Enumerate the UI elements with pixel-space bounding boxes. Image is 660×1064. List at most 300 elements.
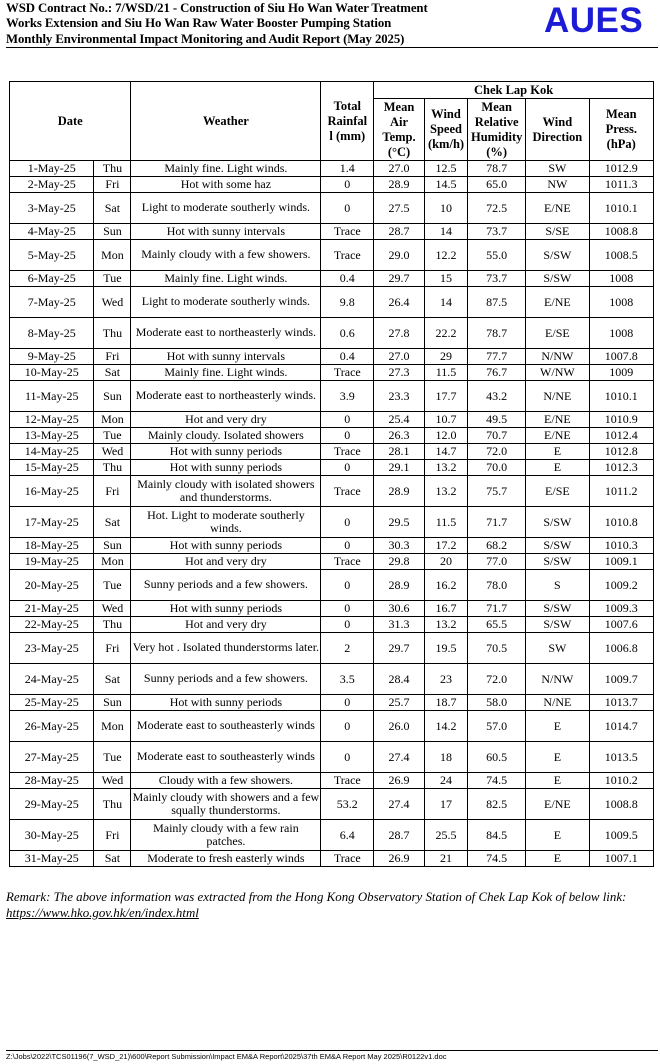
- document-header: [6, 1, 546, 47]
- temp-cell: 28.1: [374, 444, 425, 460]
- pressure-cell: 1007.6: [589, 617, 653, 633]
- wind-direction-cell: E: [526, 820, 589, 851]
- table-row: [10, 554, 654, 570]
- weather-cell: Hot with sunny intervals: [131, 224, 321, 240]
- temp-cell: 28.4: [374, 664, 425, 695]
- humidity-cell: 77.7: [468, 349, 526, 365]
- date-cell: 11-May-25: [10, 381, 94, 412]
- wind-speed-cell: 11.5: [424, 365, 467, 381]
- day-cell: Fri: [94, 177, 131, 193]
- date-cell: 23-May-25: [10, 633, 94, 664]
- wind-direction-cell: E: [526, 460, 589, 476]
- wind-speed-cell: 22.2: [424, 318, 467, 349]
- rainfall-cell: 53.2: [321, 789, 374, 820]
- date-cell: 13-May-25: [10, 428, 94, 444]
- humidity-cell: 84.5: [468, 820, 526, 851]
- weather-cell: Mainly cloudy with isolated showers and thunderstorms.: [131, 476, 321, 507]
- table-row: [10, 271, 654, 287]
- table-row: [10, 773, 654, 789]
- humidity-cell: 78.0: [468, 570, 526, 601]
- pressure-cell: 1010.8: [589, 507, 653, 538]
- wind-direction-cell: E/SE: [526, 476, 589, 507]
- rainfall-cell: 0: [321, 507, 374, 538]
- date-cell: 1-May-25: [10, 161, 94, 177]
- wind-direction-cell: S/SW: [526, 240, 589, 271]
- humidity-cell: 78.7: [468, 161, 526, 177]
- wind-speed-cell: 19.5: [424, 633, 467, 664]
- table-row: [10, 851, 654, 867]
- wind-direction-cell: S/SE: [526, 224, 589, 240]
- col-wind-speed-header: Wind Speed (km/h): [424, 99, 467, 161]
- table-row: [10, 507, 654, 538]
- date-cell: 17-May-25: [10, 507, 94, 538]
- temp-cell: 28.9: [374, 476, 425, 507]
- wind-speed-cell: 14: [424, 224, 467, 240]
- date-cell: 5-May-25: [10, 240, 94, 271]
- day-cell: Sat: [94, 365, 131, 381]
- date-cell: 6-May-25: [10, 271, 94, 287]
- weather-cell: Hot and very dry: [131, 412, 321, 428]
- temp-cell: 29.7: [374, 271, 425, 287]
- date-cell: 27-May-25: [10, 742, 94, 773]
- date-cell: 14-May-25: [10, 444, 94, 460]
- wind-direction-cell: S/SW: [526, 271, 589, 287]
- wind-direction-cell: S/SW: [526, 538, 589, 554]
- date-cell: 19-May-25: [10, 554, 94, 570]
- rainfall-cell: 0: [321, 412, 374, 428]
- pressure-cell: 1012.3: [589, 460, 653, 476]
- date-cell: 3-May-25: [10, 193, 94, 224]
- date-cell: 22-May-25: [10, 617, 94, 633]
- wind-speed-cell: 20: [424, 554, 467, 570]
- rainfall-cell: 6.4: [321, 820, 374, 851]
- wind-direction-cell: E/NE: [526, 428, 589, 444]
- table-row: [10, 742, 654, 773]
- wind-direction-cell: S/SW: [526, 601, 589, 617]
- wind-speed-cell: 29: [424, 349, 467, 365]
- table-row: [10, 711, 654, 742]
- pressure-cell: 1009.5: [589, 820, 653, 851]
- wind-direction-cell: S/SW: [526, 617, 589, 633]
- wind-speed-cell: 12.2: [424, 240, 467, 271]
- day-cell: Tue: [94, 428, 131, 444]
- footer-rule: [6, 1050, 658, 1051]
- humidity-cell: 70.7: [468, 428, 526, 444]
- humidity-cell: 65.5: [468, 617, 526, 633]
- pressure-cell: 1010.2: [589, 773, 653, 789]
- temp-cell: 26.9: [374, 851, 425, 867]
- weather-cell: Mainly fine. Light winds.: [131, 365, 321, 381]
- weather-cell: Mainly cloudy with showers and a few squally thunderstorms.: [131, 789, 321, 820]
- table-row: [10, 349, 654, 365]
- table-row: [10, 161, 654, 177]
- pressure-cell: 1009.2: [589, 570, 653, 601]
- weather-cell: Mainly fine. Light winds.: [131, 161, 321, 177]
- day-cell: Sun: [94, 695, 131, 711]
- day-cell: Sun: [94, 538, 131, 554]
- table-row: [10, 633, 654, 664]
- weather-cell: Hot and very dry: [131, 617, 321, 633]
- day-cell: Thu: [94, 460, 131, 476]
- humidity-cell: 87.5: [468, 287, 526, 318]
- day-cell: Wed: [94, 444, 131, 460]
- rainfall-cell: 0.4: [321, 349, 374, 365]
- rainfall-cell: 0.6: [321, 318, 374, 349]
- temp-cell: 28.9: [374, 570, 425, 601]
- wind-direction-cell: S/SW: [526, 507, 589, 538]
- pressure-cell: 1007.8: [589, 349, 653, 365]
- wind-speed-cell: 14.7: [424, 444, 467, 460]
- wind-speed-cell: 18.7: [424, 695, 467, 711]
- wind-speed-cell: 11.5: [424, 507, 467, 538]
- temp-cell: 29.5: [374, 507, 425, 538]
- day-cell: Mon: [94, 711, 131, 742]
- day-cell: Thu: [94, 617, 131, 633]
- wind-speed-cell: 13.2: [424, 476, 467, 507]
- wind-speed-cell: 13.2: [424, 617, 467, 633]
- wind-direction-cell: E/SE: [526, 318, 589, 349]
- header-line-1: WSD Contract No.: 7/WSD/21 - Construction of Siu Ho Wan Water Treatment: [6, 1, 428, 15]
- table-row: [10, 318, 654, 349]
- date-cell: 2-May-25: [10, 177, 94, 193]
- temp-cell: 27.0: [374, 161, 425, 177]
- pressure-cell: 1008: [589, 318, 653, 349]
- table-row: [10, 365, 654, 381]
- day-cell: Mon: [94, 554, 131, 570]
- rainfall-cell: 0: [321, 617, 374, 633]
- wind-speed-cell: 16.7: [424, 601, 467, 617]
- table-row: [10, 224, 654, 240]
- weather-cell: Light to moderate southerly winds.: [131, 193, 321, 224]
- pressure-cell: 1007.1: [589, 851, 653, 867]
- date-cell: 9-May-25: [10, 349, 94, 365]
- wind-direction-cell: N/NW: [526, 349, 589, 365]
- temp-cell: 26.3: [374, 428, 425, 444]
- pressure-cell: 1010.3: [589, 538, 653, 554]
- remark-text: Remark: The above information was extracted from the Hong Kong Observatory Station of Chek Lap Kok of below link:: [6, 890, 627, 904]
- weather-cell: Light to moderate southerly winds.: [131, 287, 321, 318]
- wind-direction-cell: E: [526, 851, 589, 867]
- temp-cell: 28.7: [374, 224, 425, 240]
- rainfall-cell: Trace: [321, 773, 374, 789]
- humidity-cell: 60.5: [468, 742, 526, 773]
- rainfall-cell: 1.4: [321, 161, 374, 177]
- wind-speed-cell: 10.7: [424, 412, 467, 428]
- col-rainfall-header: Total Rainfal l (mm): [321, 82, 374, 161]
- header-rule: [6, 47, 658, 48]
- table-row: [10, 428, 654, 444]
- humidity-cell: 74.5: [468, 773, 526, 789]
- rainfall-cell: 0: [321, 177, 374, 193]
- humidity-cell: 70.0: [468, 460, 526, 476]
- temp-cell: 26.4: [374, 287, 425, 318]
- pressure-cell: 1010.1: [589, 193, 653, 224]
- humidity-cell: 71.7: [468, 601, 526, 617]
- date-cell: 8-May-25: [10, 318, 94, 349]
- pressure-cell: 1008: [589, 271, 653, 287]
- humidity-cell: 55.0: [468, 240, 526, 271]
- table-row: [10, 601, 654, 617]
- pressure-cell: 1009.3: [589, 601, 653, 617]
- day-cell: Sun: [94, 381, 131, 412]
- table-row: [10, 538, 654, 554]
- rainfall-cell: 0: [321, 601, 374, 617]
- temp-cell: 25.4: [374, 412, 425, 428]
- weather-cell: Very hot . Isolated thunderstorms later.: [131, 633, 321, 664]
- wind-speed-cell: 13.2: [424, 460, 467, 476]
- table-row: [10, 664, 654, 695]
- humidity-cell: 70.5: [468, 633, 526, 664]
- humidity-cell: 74.5: [468, 851, 526, 867]
- pressure-cell: 1008.8: [589, 789, 653, 820]
- humidity-cell: 49.5: [468, 412, 526, 428]
- rainfall-cell: Trace: [321, 476, 374, 507]
- day-cell: Fri: [94, 820, 131, 851]
- temp-cell: 29.0: [374, 240, 425, 271]
- header-line-2: Works Extension and Siu Ho Wan Raw Water Booster Pumping Station: [6, 16, 392, 31]
- col-date-header: Date: [10, 82, 131, 161]
- humidity-cell: 57.0: [468, 711, 526, 742]
- pressure-cell: 1009: [589, 365, 653, 381]
- day-cell: Mon: [94, 240, 131, 271]
- pressure-cell: 1008.8: [589, 224, 653, 240]
- rainfall-cell: 0.4: [321, 271, 374, 287]
- pressure-cell: 1008.5: [589, 240, 653, 271]
- wind-speed-cell: 14.2: [424, 711, 467, 742]
- humidity-cell: 71.7: [468, 507, 526, 538]
- wind-speed-cell: 17.7: [424, 381, 467, 412]
- wind-direction-cell: E: [526, 711, 589, 742]
- pressure-cell: 1011.2: [589, 476, 653, 507]
- temp-cell: 25.7: [374, 695, 425, 711]
- table-row: [10, 287, 654, 318]
- pressure-cell: 1013.7: [589, 695, 653, 711]
- table-row: [10, 193, 654, 224]
- date-cell: 31-May-25: [10, 851, 94, 867]
- day-cell: Tue: [94, 570, 131, 601]
- humidity-cell: 78.7: [468, 318, 526, 349]
- weather-cell: Hot with sunny periods: [131, 444, 321, 460]
- rainfall-cell: 3.9: [321, 381, 374, 412]
- pressure-cell: 1010.1: [589, 381, 653, 412]
- rainfall-cell: 0: [321, 428, 374, 444]
- weather-cell: Moderate east to northeasterly winds.: [131, 318, 321, 349]
- hko-link[interactable]: https://www.hko.gov.hk/en/index.html: [6, 906, 199, 920]
- humidity-cell: 72.0: [468, 444, 526, 460]
- date-cell: 12-May-25: [10, 412, 94, 428]
- temp-cell: 23.3: [374, 381, 425, 412]
- rainfall-cell: 0: [321, 570, 374, 601]
- day-cell: Wed: [94, 601, 131, 617]
- rainfall-cell: 0: [321, 460, 374, 476]
- rainfall-cell: 0: [321, 193, 374, 224]
- table-row: [10, 444, 654, 460]
- table-row: [10, 381, 654, 412]
- pressure-cell: 1014.7: [589, 711, 653, 742]
- wind-direction-cell: SW: [526, 161, 589, 177]
- pressure-cell: 1012.9: [589, 161, 653, 177]
- station-header: Chek Lap Kok: [374, 82, 654, 99]
- temp-cell: 29.8: [374, 554, 425, 570]
- table-row: [10, 570, 654, 601]
- date-cell: 26-May-25: [10, 711, 94, 742]
- pressure-cell: 1010.9: [589, 412, 653, 428]
- date-cell: 30-May-25: [10, 820, 94, 851]
- weather-cell: Hot with sunny periods: [131, 538, 321, 554]
- pressure-cell: 1006.8: [589, 633, 653, 664]
- rainfall-cell: Trace: [321, 851, 374, 867]
- weather-cell: Hot with sunny periods: [131, 601, 321, 617]
- wind-speed-cell: 17.2: [424, 538, 467, 554]
- day-cell: Sat: [94, 193, 131, 224]
- weather-cell: Cloudy with a few showers.: [131, 773, 321, 789]
- wind-direction-cell: E/NE: [526, 287, 589, 318]
- humidity-cell: 65.0: [468, 177, 526, 193]
- table-row: [10, 617, 654, 633]
- day-cell: Fri: [94, 349, 131, 365]
- weather-cell: Hot with sunny periods: [131, 460, 321, 476]
- weather-cell: Mainly fine. Light winds.: [131, 271, 321, 287]
- table-row: [10, 460, 654, 476]
- wind-direction-cell: SW: [526, 633, 589, 664]
- rainfall-cell: 2: [321, 633, 374, 664]
- temp-cell: 28.7: [374, 820, 425, 851]
- humidity-cell: 72.0: [468, 664, 526, 695]
- date-cell: 7-May-25: [10, 287, 94, 318]
- rainfall-cell: Trace: [321, 444, 374, 460]
- humidity-cell: 75.7: [468, 476, 526, 507]
- wind-direction-cell: E/NE: [526, 412, 589, 428]
- rainfall-cell: 9.8: [321, 287, 374, 318]
- weather-cell: Hot with sunny intervals: [131, 349, 321, 365]
- temp-cell: 27.3: [374, 365, 425, 381]
- wind-speed-cell: 21: [424, 851, 467, 867]
- humidity-cell: 43.2: [468, 381, 526, 412]
- day-cell: Sat: [94, 664, 131, 695]
- date-cell: 21-May-25: [10, 601, 94, 617]
- temp-cell: 30.6: [374, 601, 425, 617]
- weather-cell: Moderate east to southeasterly winds: [131, 711, 321, 742]
- temp-cell: 27.8: [374, 318, 425, 349]
- day-cell: Fri: [94, 476, 131, 507]
- temp-cell: 28.9: [374, 177, 425, 193]
- weather-cell: Sunny periods and a few showers.: [131, 664, 321, 695]
- weather-cell: Hot. Light to moderate southerly winds.: [131, 507, 321, 538]
- humidity-cell: 73.7: [468, 271, 526, 287]
- date-cell: 20-May-25: [10, 570, 94, 601]
- wind-direction-cell: S/SW: [526, 554, 589, 570]
- humidity-cell: 82.5: [468, 789, 526, 820]
- wind-direction-cell: E/NE: [526, 193, 589, 224]
- footer-path: Z:\Jobs\2022\TCS01196(7_WSD_21)\600\Report Submission\Impact EM&A Report\2025\37th EM&A Report May 2025\R0122v1.doc: [6, 1052, 447, 1061]
- table-row: [10, 695, 654, 711]
- date-cell: 16-May-25: [10, 476, 94, 507]
- date-cell: 10-May-25: [10, 365, 94, 381]
- table-row: [10, 177, 654, 193]
- humidity-cell: 68.2: [468, 538, 526, 554]
- pressure-cell: 1009.1: [589, 554, 653, 570]
- weather-table: [9, 81, 654, 867]
- date-cell: 18-May-25: [10, 538, 94, 554]
- pressure-cell: 1012.8: [589, 444, 653, 460]
- table-row: [10, 412, 654, 428]
- wind-speed-cell: 17: [424, 789, 467, 820]
- humidity-cell: 76.7: [468, 365, 526, 381]
- date-cell: 24-May-25: [10, 664, 94, 695]
- temp-cell: 29.7: [374, 633, 425, 664]
- pressure-cell: 1012.4: [589, 428, 653, 444]
- wind-direction-cell: E: [526, 773, 589, 789]
- col-humidity-header: Mean Relative Humidity (%): [468, 99, 526, 161]
- rainfall-cell: 0: [321, 538, 374, 554]
- temp-cell: 30.3: [374, 538, 425, 554]
- day-cell: Sun: [94, 224, 131, 240]
- temp-cell: 26.9: [374, 773, 425, 789]
- wind-direction-cell: W/NW: [526, 365, 589, 381]
- weather-cell: Mainly cloudy with a few rain patches.: [131, 820, 321, 851]
- day-cell: Mon: [94, 412, 131, 428]
- wind-speed-cell: 14: [424, 287, 467, 318]
- table-row: [10, 820, 654, 851]
- rainfall-cell: Trace: [321, 240, 374, 271]
- wind-direction-cell: S: [526, 570, 589, 601]
- humidity-cell: 58.0: [468, 695, 526, 711]
- date-cell: 28-May-25: [10, 773, 94, 789]
- wind-speed-cell: 24: [424, 773, 467, 789]
- wind-direction-cell: N/NE: [526, 695, 589, 711]
- wind-speed-cell: 15: [424, 271, 467, 287]
- day-cell: Sat: [94, 851, 131, 867]
- table-row: [10, 240, 654, 271]
- weather-cell: Hot with some haz: [131, 177, 321, 193]
- temp-cell: 29.1: [374, 460, 425, 476]
- col-temp-header: Mean Air Temp. (°C): [374, 99, 425, 161]
- col-pressure-header: Mean Press. (hPa): [589, 99, 653, 161]
- wind-direction-cell: N/NW: [526, 664, 589, 695]
- day-cell: Thu: [94, 318, 131, 349]
- temp-cell: 27.5: [374, 193, 425, 224]
- pressure-cell: 1008: [589, 287, 653, 318]
- weather-cell: Sunny periods and a few showers.: [131, 570, 321, 601]
- wind-direction-cell: E: [526, 742, 589, 773]
- weather-cell: Moderate east to southeasterly winds: [131, 742, 321, 773]
- wind-direction-cell: E/NE: [526, 789, 589, 820]
- date-cell: 29-May-25: [10, 789, 94, 820]
- date-cell: 4-May-25: [10, 224, 94, 240]
- col-weather-header: Weather: [131, 82, 321, 161]
- weather-cell: Moderate east to northeasterly winds.: [131, 381, 321, 412]
- wind-speed-cell: 12.5: [424, 161, 467, 177]
- day-cell: Tue: [94, 742, 131, 773]
- temp-cell: 31.3: [374, 617, 425, 633]
- day-cell: Thu: [94, 789, 131, 820]
- weather-cell: Hot with sunny periods: [131, 695, 321, 711]
- wind-speed-cell: 25.5: [424, 820, 467, 851]
- humidity-cell: 77.0: [468, 554, 526, 570]
- weather-cell: Hot and very dry: [131, 554, 321, 570]
- col-wind-direction-header: Wind Direction: [526, 99, 589, 161]
- temp-cell: 27.4: [374, 789, 425, 820]
- day-cell: Thu: [94, 161, 131, 177]
- temp-cell: 27.4: [374, 742, 425, 773]
- humidity-cell: 73.7: [468, 224, 526, 240]
- wind-speed-cell: 16.2: [424, 570, 467, 601]
- rainfall-cell: 0: [321, 742, 374, 773]
- temp-cell: 27.0: [374, 349, 425, 365]
- wind-direction-cell: N/NE: [526, 381, 589, 412]
- date-cell: 15-May-25: [10, 460, 94, 476]
- table-row: [10, 476, 654, 507]
